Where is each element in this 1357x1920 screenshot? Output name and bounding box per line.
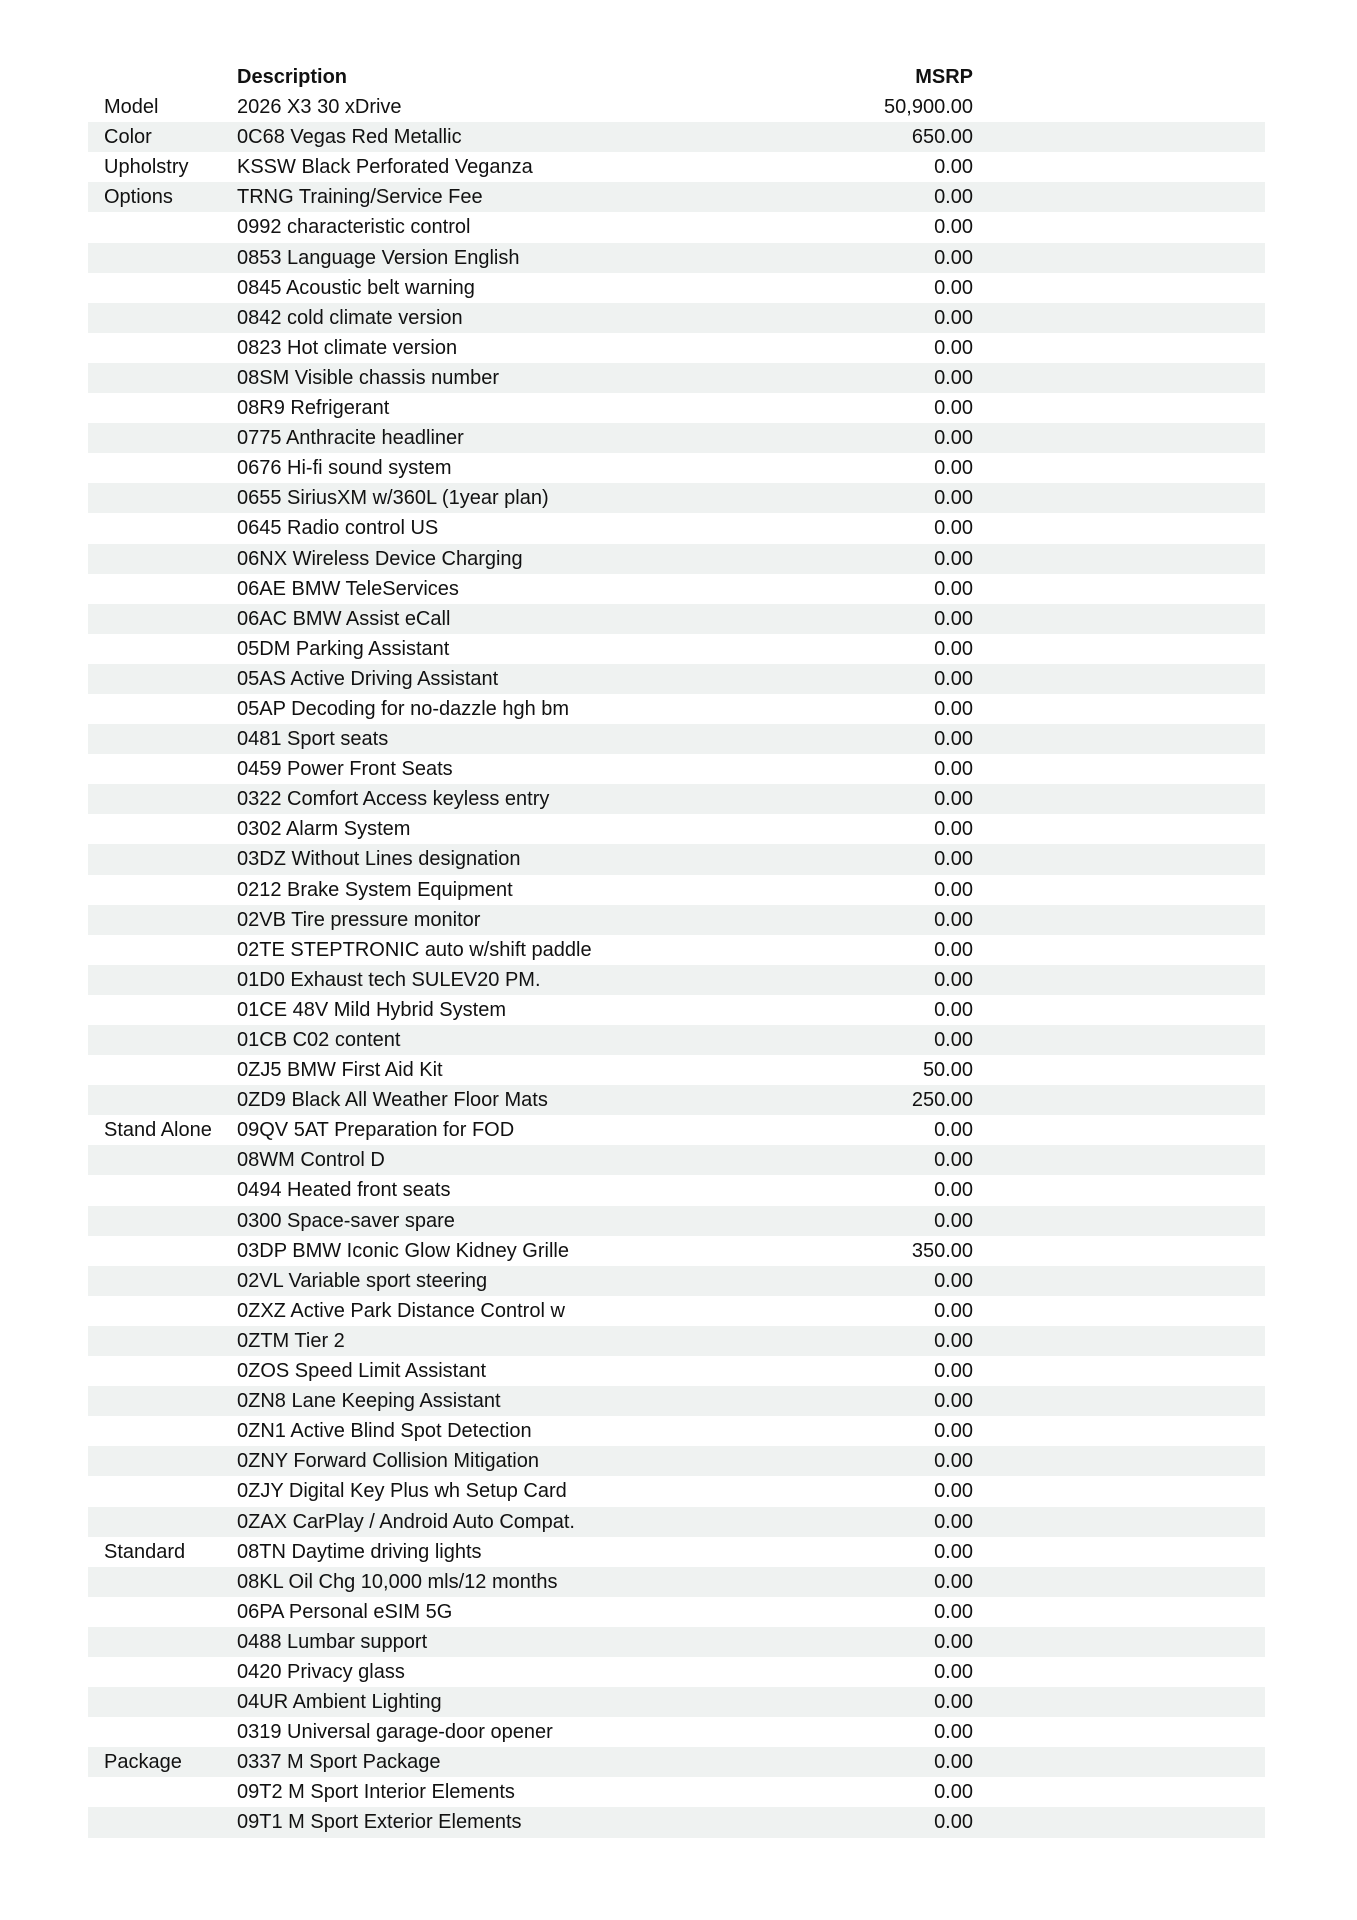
table-row	[88, 303, 1265, 333]
table-row	[88, 92, 1265, 122]
msrp-cell: 0.00	[934, 577, 973, 600]
description-cell: 2026 X3 30 xDrive	[237, 96, 402, 119]
table-row	[88, 243, 1265, 273]
description-cell: 0ZNY Forward Collision Mitigation	[237, 1450, 539, 1473]
msrp-cell: 0.00	[934, 1480, 973, 1503]
table-row	[88, 1687, 1265, 1717]
table-row	[88, 1446, 1265, 1476]
table-row	[88, 122, 1265, 152]
table-row	[88, 1206, 1265, 1236]
description-cell: 09QV 5AT Preparation for FOD	[237, 1119, 515, 1142]
table-row	[88, 1175, 1265, 1205]
table-row	[88, 935, 1265, 965]
table-row	[88, 574, 1265, 604]
table-row	[88, 1416, 1265, 1446]
msrp-cell: 0.00	[934, 216, 973, 239]
table-row	[88, 784, 1265, 814]
table-row	[88, 393, 1265, 423]
msrp-cell: 0.00	[934, 878, 973, 901]
msrp-cell: 650.00	[911, 126, 973, 149]
msrp-cell: 0.00	[934, 1269, 973, 1292]
description-cell: 01D0 Exhaust tech SULEV20 PM.	[237, 968, 541, 991]
category-cell: Upholstry	[104, 156, 189, 179]
msrp-cell: 0.00	[934, 1630, 973, 1653]
description-cell: 0ZN1 Active Blind Spot Detection	[237, 1420, 532, 1443]
msrp-cell: 0.00	[934, 1360, 973, 1383]
description-cell: 02TE STEPTRONIC auto w/shift paddle	[237, 938, 592, 961]
table-row	[88, 1145, 1265, 1175]
msrp-cell: 0.00	[934, 1390, 973, 1413]
category-cell: Model	[104, 96, 159, 119]
description-cell: 01CB C02 content	[237, 1029, 401, 1051]
description-cell: 0775 Anthracite headliner	[237, 427, 464, 450]
description-cell: 0ZJY Digital Key Plus wh Setup Card	[237, 1480, 567, 1503]
table-row	[88, 333, 1265, 363]
table-row	[88, 664, 1265, 694]
msrp-cell: 0.00	[934, 366, 973, 389]
description-cell: 09T2 M Sport Interior Elements	[237, 1781, 515, 1804]
table-row	[88, 544, 1265, 574]
table-row	[88, 273, 1265, 303]
description-cell: 0845 Acoustic belt warning	[237, 276, 475, 299]
table-row	[88, 363, 1265, 393]
table-row	[88, 1236, 1265, 1266]
table-row	[88, 724, 1265, 754]
table-row	[88, 754, 1265, 784]
description-cell: 0C68 Vegas Red Metallic	[237, 126, 462, 149]
description-cell: 0ZXZ Active Park Distance Control w	[237, 1299, 565, 1322]
msrp-cell: 0.00	[934, 517, 973, 540]
description-cell: 05AP Decoding for no-dazzle hgh bm	[237, 697, 570, 720]
table-row	[88, 844, 1265, 874]
msrp-cell: 50.00	[922, 1059, 973, 1082]
description-cell: 0842 cold climate version	[237, 306, 463, 329]
msrp-cell: 0.00	[934, 848, 973, 871]
msrp-cell: 0.00	[934, 156, 973, 179]
msrp-cell: 0.00	[934, 1029, 973, 1051]
msrp-cell: 0.00	[934, 818, 973, 841]
description-cell: 0ZTM Tier 2	[237, 1329, 345, 1352]
msrp-cell: 0.00	[934, 1691, 973, 1714]
msrp-cell: 0.00	[934, 1781, 973, 1804]
table-row	[88, 1266, 1265, 1296]
description-cell: 04UR Ambient Lighting	[237, 1691, 442, 1714]
msrp-cell: 0.00	[934, 457, 973, 480]
msrp-cell: 0.00	[934, 637, 973, 660]
description-cell: 02VB Tire pressure monitor	[237, 908, 481, 931]
msrp-cell: 0.00	[934, 186, 973, 209]
table-row	[88, 453, 1265, 483]
msrp-cell: 0.00	[934, 1600, 973, 1623]
description-cell: 08KL Oil Chg 10,000 mls/12 months	[237, 1570, 558, 1593]
description-cell: 0302 Alarm System	[237, 818, 411, 841]
table-row	[88, 1567, 1265, 1597]
msrp-cell: 0.00	[934, 276, 973, 299]
category-cell: Standard	[104, 1540, 186, 1563]
column-header-description: Description	[237, 66, 348, 88]
description-cell: 0ZD9 Black All Weather Floor Mats	[237, 1089, 548, 1112]
msrp-cell: 0.00	[934, 1751, 973, 1774]
table-row	[88, 1115, 1265, 1145]
description-cell: 0823 Hot climate version	[237, 336, 458, 359]
description-cell: TRNG Training/Service Fee	[237, 186, 483, 209]
table-row	[88, 1356, 1265, 1386]
table-row	[88, 1055, 1265, 1085]
description-cell: 06AE BMW TeleServices	[237, 577, 459, 600]
description-cell: 0212 Brake System Equipment	[237, 878, 513, 901]
category-cell: Package	[104, 1751, 182, 1774]
msrp-cell: 0.00	[934, 1119, 973, 1142]
description-cell: 0488 Lumbar support	[237, 1630, 428, 1653]
description-cell: 08SM Visible chassis number	[237, 366, 499, 389]
description-cell: 0481 Sport seats	[237, 728, 389, 751]
description-cell: 03DP BMW Iconic Glow Kidney Grille	[237, 1239, 569, 1262]
category-cell: Stand Alone	[104, 1119, 212, 1142]
msrp-cell: 0.00	[934, 1510, 973, 1533]
msrp-cell: 0.00	[934, 427, 973, 450]
table-row	[88, 483, 1265, 513]
msrp-cell: 0.00	[934, 607, 973, 630]
msrp-cell: 0.00	[934, 1179, 973, 1202]
description-cell: 08R9 Refrigerant	[237, 397, 390, 420]
description-cell: 0ZOS Speed Limit Assistant	[237, 1360, 487, 1383]
description-cell: 0853 Language Version English	[237, 246, 520, 269]
msrp-cell: 0.00	[934, 1721, 973, 1744]
msrp-cell: 0.00	[934, 1660, 973, 1683]
description-cell: 0676 Hi-fi sound system	[237, 457, 452, 480]
table-row	[88, 513, 1265, 543]
description-cell: 0319 Universal garage-door opener	[237, 1721, 553, 1744]
msrp-cell: 0.00	[934, 246, 973, 269]
category-cell: Options	[104, 186, 173, 209]
description-cell: 0992 characteristic control	[237, 216, 471, 239]
table-row	[88, 965, 1265, 995]
description-cell: 0337 M Sport Package	[237, 1751, 441, 1774]
table-row	[88, 1537, 1265, 1567]
msrp-cell: 0.00	[934, 667, 973, 690]
msrp-cell: 0.00	[934, 1149, 973, 1172]
table-row	[88, 905, 1265, 935]
msrp-cell: 0.00	[934, 1329, 973, 1352]
table-row	[88, 634, 1265, 664]
description-cell: 0459 Power Front Seats	[237, 758, 453, 781]
description-cell: 09T1 M Sport Exterior Elements	[237, 1811, 522, 1834]
pricing-sheet	[88, 62, 1265, 1838]
msrp-cell: 0.00	[934, 1299, 973, 1322]
table-row	[88, 152, 1265, 182]
table-row	[88, 423, 1265, 453]
description-cell: 0300 Space-saver spare	[237, 1209, 455, 1232]
description-cell: 0322 Comfort Access keyless entry	[237, 788, 550, 811]
table-row	[88, 875, 1265, 905]
table-row	[88, 1777, 1265, 1807]
table-row	[88, 1476, 1265, 1506]
table-header-row	[88, 62, 1265, 92]
table-row	[88, 995, 1265, 1025]
table-row	[88, 1747, 1265, 1777]
msrp-cell: 0.00	[934, 1570, 973, 1593]
table-row	[88, 1296, 1265, 1326]
msrp-cell: 0.00	[934, 998, 973, 1021]
table-row	[88, 814, 1265, 844]
table-row	[88, 1386, 1265, 1416]
msrp-cell: 0.00	[934, 1209, 973, 1232]
description-cell: 03DZ Without Lines designation	[237, 848, 521, 871]
table-row	[88, 1807, 1265, 1837]
description-cell: 06AC BMW Assist eCall	[237, 607, 451, 630]
column-header-msrp: MSRP	[915, 66, 973, 88]
msrp-cell: 0.00	[934, 547, 973, 570]
msrp-cell: 50,900.00	[884, 96, 973, 119]
table-row	[88, 1326, 1265, 1356]
msrp-cell: 350.00	[911, 1239, 973, 1262]
description-cell: 0645 Radio control US	[237, 517, 439, 540]
description-cell: 0ZN8 Lane Keeping Assistant	[237, 1390, 501, 1413]
msrp-cell: 0.00	[934, 306, 973, 329]
description-cell: 0ZJ5 BMW First Aid Kit	[237, 1059, 443, 1082]
msrp-cell: 0.00	[934, 487, 973, 510]
msrp-cell: 0.00	[934, 788, 973, 811]
table-row	[88, 1657, 1265, 1687]
table-row	[88, 1507, 1265, 1537]
msrp-cell: 0.00	[934, 697, 973, 720]
table-row	[88, 1717, 1265, 1747]
msrp-cell: 0.00	[934, 968, 973, 991]
table-row	[88, 1597, 1265, 1627]
table-row	[88, 1025, 1265, 1055]
msrp-cell: 0.00	[934, 1540, 973, 1563]
msrp-cell: 0.00	[934, 1811, 973, 1834]
table-row	[88, 694, 1265, 724]
description-cell: 0655 SiriusXM w/360L (1year plan)	[237, 487, 549, 510]
msrp-cell: 0.00	[934, 336, 973, 359]
description-cell: 05DM Parking Assistant	[237, 637, 450, 660]
table-body	[88, 92, 1265, 1837]
description-cell: 06PA Personal eSIM 5G	[237, 1600, 453, 1623]
table-row	[88, 182, 1265, 212]
msrp-cell: 250.00	[911, 1089, 973, 1112]
description-cell: 0ZAX CarPlay / Android Auto Compat.	[237, 1510, 575, 1533]
msrp-cell: 0.00	[934, 908, 973, 931]
description-cell: 01CE 48V Mild Hybrid System	[237, 998, 506, 1021]
description-cell: 08TN Daytime driving lights	[237, 1540, 482, 1563]
msrp-cell: 0.00	[934, 1420, 973, 1443]
msrp-cell: 0.00	[934, 728, 973, 751]
table-row	[88, 212, 1265, 242]
description-cell: 02VL Variable sport steering	[237, 1269, 488, 1292]
description-cell: KSSW Black Perforated Veganza	[237, 156, 533, 179]
category-cell: Color	[104, 126, 152, 149]
description-cell: 05AS Active Driving Assistant	[237, 667, 499, 690]
description-cell: 06NX Wireless Device Charging	[237, 547, 523, 570]
table-row	[88, 604, 1265, 634]
description-cell: 0494 Heated front seats	[237, 1179, 451, 1202]
msrp-cell: 0.00	[934, 758, 973, 781]
table-row	[88, 1627, 1265, 1657]
description-cell: 08WM Control D	[237, 1149, 385, 1172]
msrp-cell: 0.00	[934, 397, 973, 420]
msrp-cell: 0.00	[934, 938, 973, 961]
description-cell: 0420 Privacy glass	[237, 1660, 405, 1683]
msrp-cell: 0.00	[934, 1450, 973, 1473]
table-row	[88, 1085, 1265, 1115]
